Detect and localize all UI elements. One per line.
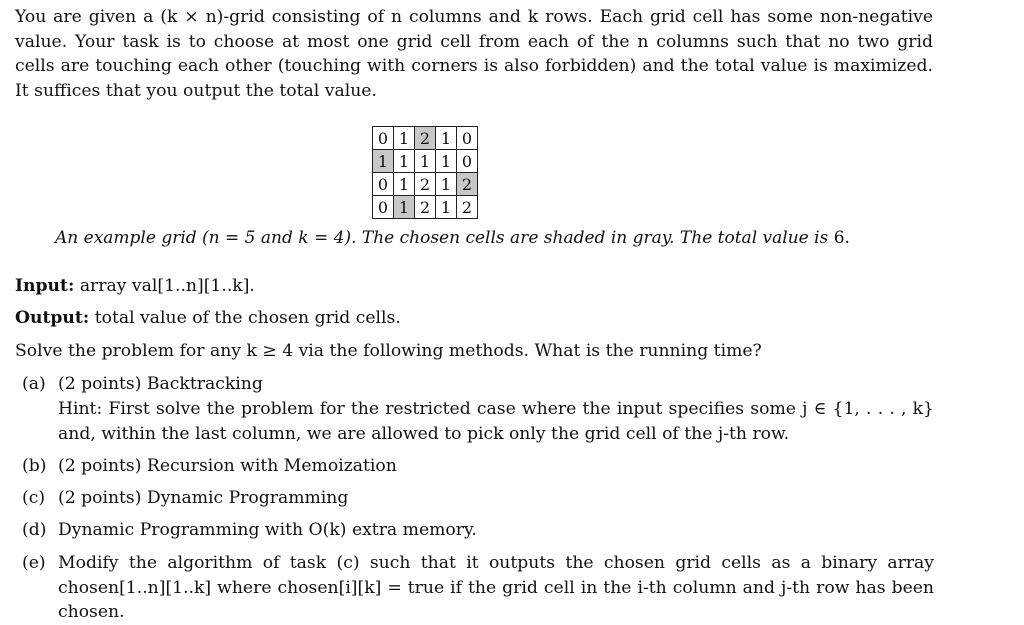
grid-cell: 1 xyxy=(394,173,415,196)
grid-caption xyxy=(55,228,850,248)
output-spec xyxy=(15,308,401,328)
task-d-label: (d) xyxy=(22,520,47,540)
grid-cell: 1 xyxy=(436,173,457,196)
input-text: array val[1..n][1..k]. xyxy=(79,276,255,296)
grid-cell: 2 xyxy=(415,196,436,219)
hint-line-1: Hint: First solve the problem for the restricted case where the input specifies some j ∈ {1, . . . , k} xyxy=(58,399,934,419)
input-label: Input: xyxy=(15,276,75,296)
hint-line-2: and, within the last column, we are allowed to pick only the grid cell of the j-th row. xyxy=(58,423,790,444)
grid-cell: 0 xyxy=(457,127,478,150)
output-text: total value of the chosen grid cells. xyxy=(94,308,401,328)
grid-cell: 1 xyxy=(394,127,415,150)
task-e-line-1: Modify the algorithm of task (c) such that it outputs the chosen grid cells as a binary array xyxy=(58,553,934,573)
grid-cell: 1 xyxy=(436,127,457,150)
grid-row xyxy=(373,173,478,196)
grid-cell: 0 xyxy=(373,127,394,150)
grid-cell-chosen: 2 xyxy=(457,173,478,196)
output-label: Output: xyxy=(15,308,90,328)
grid-row xyxy=(373,196,478,219)
example-grid xyxy=(372,126,478,219)
intro-line-1: You are given a (k × n)-grid consisting of n columns and k rows. Each grid cell has some non-negative xyxy=(15,7,933,27)
grid-cell: 0 xyxy=(457,150,478,173)
task-e-line-3: chosen. xyxy=(58,602,125,622)
grid-cell: 2 xyxy=(415,173,436,196)
grid-cell: 2 xyxy=(457,196,478,219)
grid-cell: 1 xyxy=(436,150,457,173)
instruction: Solve the problem for any k ≥ 4 via the following methods. What is the running time? xyxy=(15,341,762,361)
intro-line-4: It suffices that you output the total value. xyxy=(15,80,377,101)
caption-total: 6. xyxy=(833,228,850,248)
intro-line-3: cells are touching each other (touching with corners is also forbidden) and the total value is maximized. xyxy=(15,56,933,76)
grid-row xyxy=(373,150,478,173)
grid-cell: 1 xyxy=(415,150,436,173)
grid-cell-chosen: 1 xyxy=(373,150,394,173)
caption-text: An example grid (n = 5 and k = 4). The chosen cells are shaded in gray. The total value is xyxy=(55,228,829,248)
grid-cell: 0 xyxy=(373,196,394,219)
problem-statement xyxy=(15,5,933,103)
task-e-label: (e) xyxy=(22,553,46,573)
task-a-text: (2 points) Backtracking xyxy=(58,374,263,394)
grid-cell: 1 xyxy=(436,196,457,219)
grid-cell-chosen: 1 xyxy=(394,196,415,219)
task-e-line-2: chosen[1..n][1..k] where chosen[i][k] = true if the grid cell in the i-th column and j-th row has been xyxy=(58,577,934,598)
task-d-text: Dynamic Programming with O(k) extra memory. xyxy=(58,520,477,540)
task-c-text: (2 points) Dynamic Programming xyxy=(58,488,349,508)
grid-cell-chosen: 2 xyxy=(415,127,436,150)
intro-line-2: value. Your task is to choose at most one grid cell from each of the n columns such that no two grid xyxy=(15,31,933,52)
grid-cell: 1 xyxy=(394,150,415,173)
input-spec xyxy=(15,276,255,296)
task-b-text: (2 points) Recursion with Memoization xyxy=(58,456,397,476)
task-a-label: (a) xyxy=(22,374,46,394)
task-c-label: (c) xyxy=(22,488,46,508)
grid-cell: 0 xyxy=(373,173,394,196)
grid-row xyxy=(373,127,478,150)
task-b-label: (b) xyxy=(22,456,47,476)
grid-table xyxy=(372,126,478,219)
